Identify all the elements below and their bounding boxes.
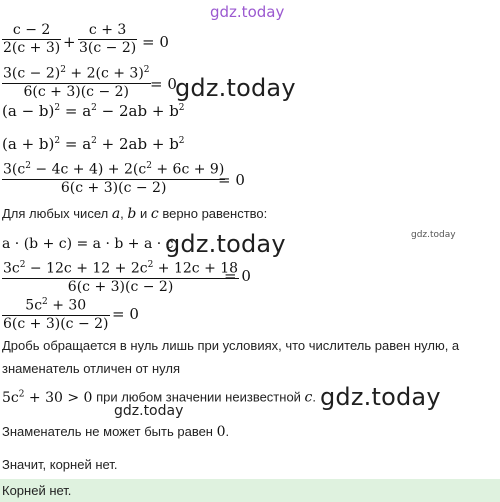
fraction-simplified-denominator: 6(c + 3)(c − 2) xyxy=(67,278,174,295)
fraction-1-numerator: c − 2 xyxy=(12,22,51,38)
equals-zero: = 0 xyxy=(150,75,177,93)
equals-zero: = 0 xyxy=(142,33,169,51)
equals-zero: = 0 xyxy=(218,171,245,189)
fraction-combined-denominator: 6(c + 3)(c − 2) xyxy=(23,83,130,100)
fraction-final xyxy=(2,294,110,333)
answer-block xyxy=(0,479,500,502)
fraction-simplified xyxy=(2,257,239,296)
formula-distributive: a · (b + c) = a · b + a · c xyxy=(2,236,174,252)
plus-sign: + xyxy=(63,33,76,51)
fraction-1 xyxy=(2,22,61,57)
fraction-zero-condition-line2: знаменатель отличен от нуля xyxy=(2,361,181,376)
answer-text: Корней нет. xyxy=(2,483,72,498)
watermark-small: gdz.today xyxy=(411,230,456,240)
watermark-large: gdz.today xyxy=(175,74,296,102)
fraction-expanded xyxy=(2,158,225,197)
formula-square-sum: $(a + b)^2 = a^2 + 2ab + b^2$ xyxy=(2,135,185,153)
fraction-zero-condition-line1: Дробь обращается в нуль лишь при условиях, что числитель равен нулю, а xyxy=(2,338,460,353)
watermark-large: gdz.today xyxy=(165,230,286,258)
fraction-final-numerator: $5c^2 + 30$ xyxy=(25,297,87,314)
equals-zero: = 0 xyxy=(224,267,251,285)
denominator-not-zero: Знаменатель не может быть равен 0. xyxy=(2,424,230,440)
inequality-statement: $5c^2 + 30 > 0$ при любом значении неизвестной c. xyxy=(2,389,317,406)
watermark-top: gdz.today xyxy=(210,3,285,21)
watermark-large: gdz.today xyxy=(320,383,441,411)
fraction-1-denominator: 2(c + 3) xyxy=(3,40,61,56)
fraction-simplified-numerator: $3c^2 - 12c + 12 + 2c^2 + 12c + 18$ xyxy=(3,260,239,277)
fraction-2 xyxy=(78,22,137,57)
fraction-expanded-numerator: $3(c^2 - 4c + 4) + 2(c^2 + 6c + 9)$ xyxy=(3,161,225,178)
fraction-expanded-denominator: 6(c + 3)(c − 2) xyxy=(60,179,167,196)
fraction-combined-numerator: $3(c - 2)^2 + 2(c + 3)^2$ xyxy=(3,65,150,82)
property-intro: Для любых чисел a, b и c верно равенство: xyxy=(2,206,268,222)
conclusion: Значит, корней нет. xyxy=(2,457,118,472)
fraction-combined xyxy=(2,62,151,101)
fraction-2-denominator: 3(c − 2) xyxy=(79,40,137,56)
fraction-final-denominator: 6(c + 3)(c − 2) xyxy=(3,315,109,332)
formula-square-difference: $(a - b)^2 = a^2 - 2ab + b^2$ xyxy=(2,102,185,120)
equals-zero: = 0 xyxy=(112,305,139,323)
watermark-medium: gdz.today xyxy=(114,403,184,419)
fraction-2-numerator: c + 3 xyxy=(88,22,127,38)
